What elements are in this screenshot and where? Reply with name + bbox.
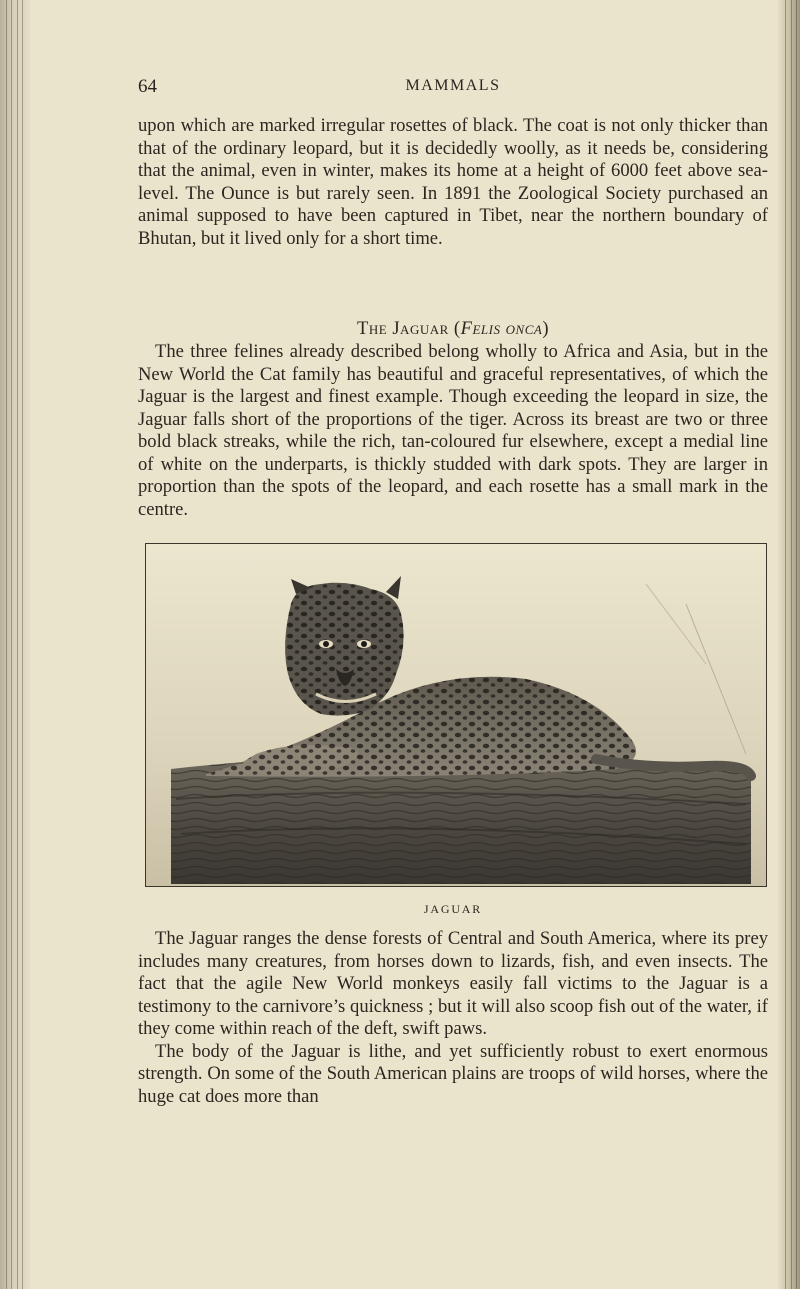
section-heading-prefix: The Jaguar ( xyxy=(356,318,461,339)
page-number: 64 xyxy=(138,76,157,97)
jaguar-photograph xyxy=(145,543,767,887)
section-heading-suffix: ) xyxy=(542,318,550,339)
page-header xyxy=(138,76,768,98)
body-text-jaguar-description xyxy=(138,341,768,521)
section-heading-latin: Felis onca xyxy=(460,318,543,339)
section-heading xyxy=(138,318,768,340)
body-text-bottom xyxy=(138,928,768,1108)
paragraph-ounce: upon which are marked irregular rosettes of black. The coat is not only thicker than that of the ordinary leopard, but it is decidedly woolly, as it needs be, considering that the animal, even in winter, makes its home at a height of 6000 feet above sea-level. The Ounce is but rarely seen. In 1891 the Zoological Society purchased an animal supposed to have been captured in Tibet, near the northern boundary of Bhutan, but it lived only for a short time. xyxy=(138,115,768,249)
running-head: MAMMALS xyxy=(405,77,501,94)
body-text-top xyxy=(138,115,768,250)
paragraph-jaguar-range: The Jaguar ranges the dense forests of Central and South America, where its prey includes many creatures, from horses down to lizards, fish, and even insects. The fact that the agile New World monkeys easily fall victims to the Jaguar is a testimony to the carnivore’s quickness ; but it will also scoop fish out of the water, if they come within reach of the deft, swift paws. xyxy=(138,928,768,1039)
page-edge-right xyxy=(778,0,800,1289)
paragraph-jaguar-description: The three felines already described belong wholly to Africa and Asia, but in the New World the Cat family has beautiful and graceful representatives, of which the Jaguar is the largest and finest example. Though exceeding the leopard in size, the Jaguar falls short of the proportions of the tiger. Across its breast are two or three bold black streaks, while the rich, tan-coloured fur elsewhere, except a medial line of white on the underparts, is thickly studded with dark spots. They are larger in proportion than the spots of the leopard, and each rosette has a small mark in the centre. xyxy=(138,341,768,520)
figure-caption: JAGUAR xyxy=(423,902,483,916)
paragraph-jaguar-body: The body of the Jaguar is lithe, and yet sufficiently robust to exert enormous strength. On some of the South American plains are troops of wild horses, where the huge cat does more than xyxy=(138,1040,768,1107)
book-gutter-left xyxy=(0,0,30,1289)
